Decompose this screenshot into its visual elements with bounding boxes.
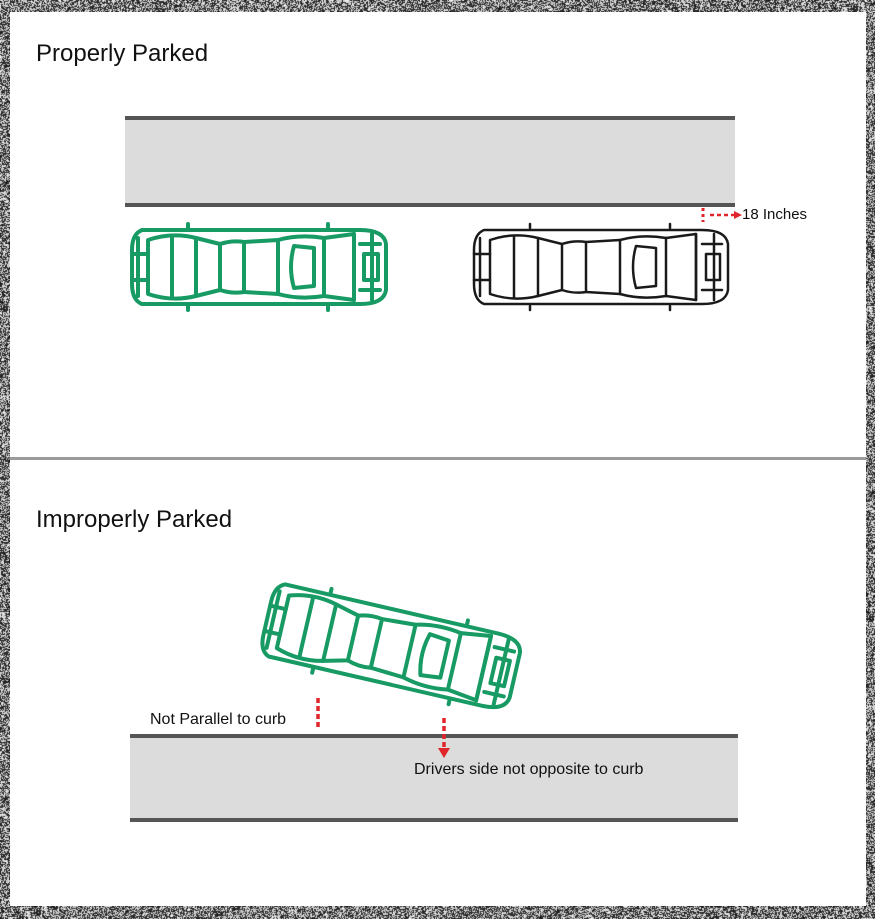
not-parallel-label: Not Parallel to curb (150, 711, 287, 728)
improperly-parked-title: Improperly Parked (36, 506, 233, 533)
diagram-panel (10, 12, 866, 906)
properly-parked-title: Properly Parked (36, 40, 209, 67)
improper-curb-line (130, 734, 738, 738)
distance-label: 18 Inches (742, 206, 808, 223)
improper-road-bottom-edge (130, 818, 738, 822)
drivers-side-label: Drivers side not opposite to curb (414, 761, 644, 778)
